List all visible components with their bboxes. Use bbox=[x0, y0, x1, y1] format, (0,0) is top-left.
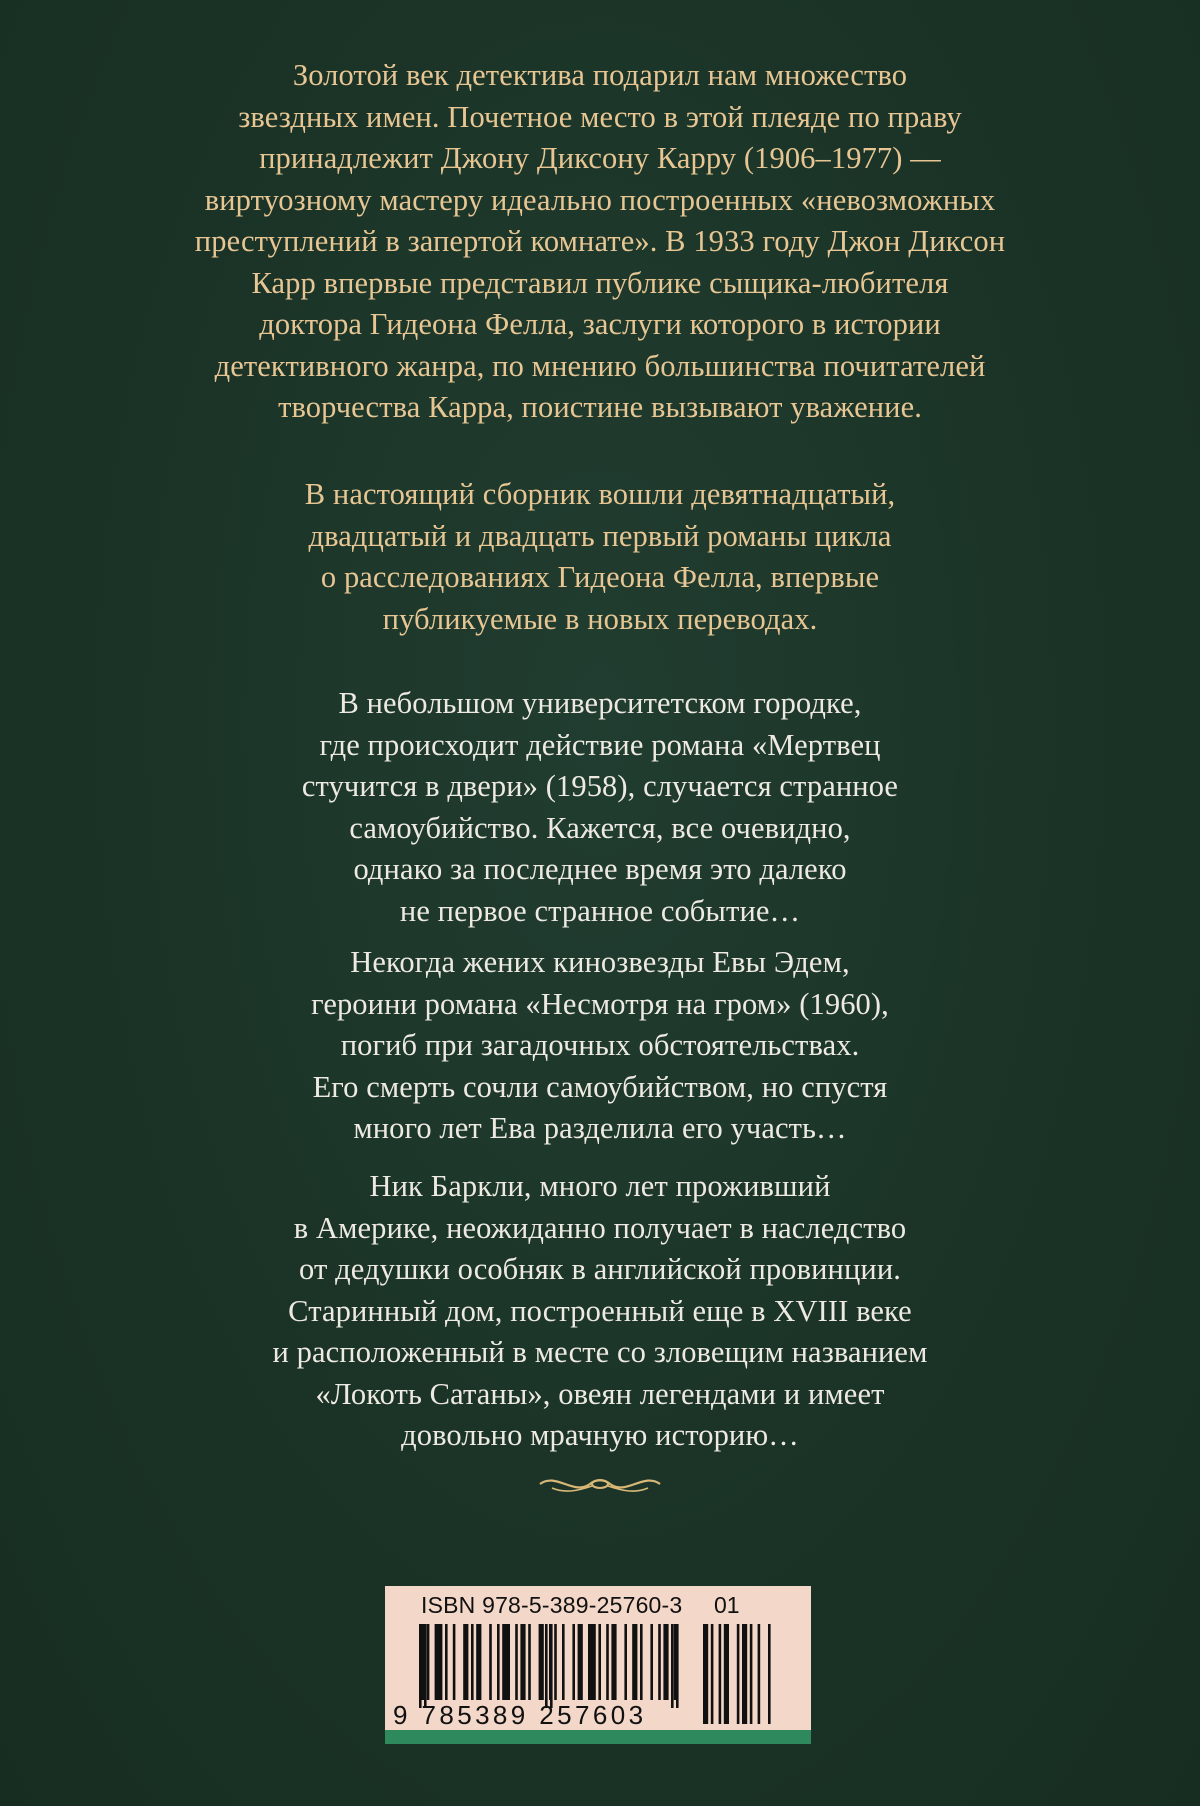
ornament-icon bbox=[536, 1470, 664, 1498]
addon-code: 01 bbox=[714, 1592, 740, 1618]
barcode bbox=[385, 1586, 811, 1730]
isbn-label: ISBN 978-5-389-25760-3 bbox=[421, 1592, 683, 1618]
color-strip bbox=[385, 1730, 811, 1744]
novel-1960-paragraph: Некогда жених кинозвезды Евы Эдем, героини романа «Несмотря на гром» (1960), погиб при загадочных обстоятельствах. Его смерть сочли самоубийством, но спустя много лет Ева разделила его участь… bbox=[311, 945, 889, 1145]
intro-paragraph: Золотой век детектива подарил нам множество звездных имен. Почетное место в этой плеяде по праву принадлежит Джону Диксону Карру (1906–1977) — виртуозному мастеру идеально построенных «невозможных преступлений в запертой комнате». В 1933 году Джон Диксон Карр впервые представил публике сыщика-любителя доктора Гидеона Фелла, заслуги которого в истории детективного жанра, по мнению большинства почитателей творчества Карра, поистине вызывают уважение. bbox=[194, 58, 1006, 424]
collection-paragraph: В настоящий сборник вошли девятнадцатый, двадцатый и двадцать первый романы цикла о расследованиях Гидеона Фелла, впервые публикуемые в новых переводах. bbox=[304, 477, 896, 636]
novel-1958-paragraph: В небольшом университетском городке, где происходит действие романа «Мертвец стучится в двери» (1958), случается странное самоубийство. Кажется, все очевидно, однако за последнее время это далеко не первое странное событие… bbox=[301, 686, 899, 928]
novel-3-paragraph: Ник Баркли, много лет проживший в Америке, неожиданно получает в наследство от дедушки особняк в английской провинции. Старинный дом, построенный еще в XVIII веке и расположенный в месте со зловещим названием «Локоть Сатаны», овеян легендами и имеет довольно мрачную историю… bbox=[272, 1169, 928, 1452]
ean-digits: 9 785389 257603 bbox=[393, 1700, 647, 1730]
